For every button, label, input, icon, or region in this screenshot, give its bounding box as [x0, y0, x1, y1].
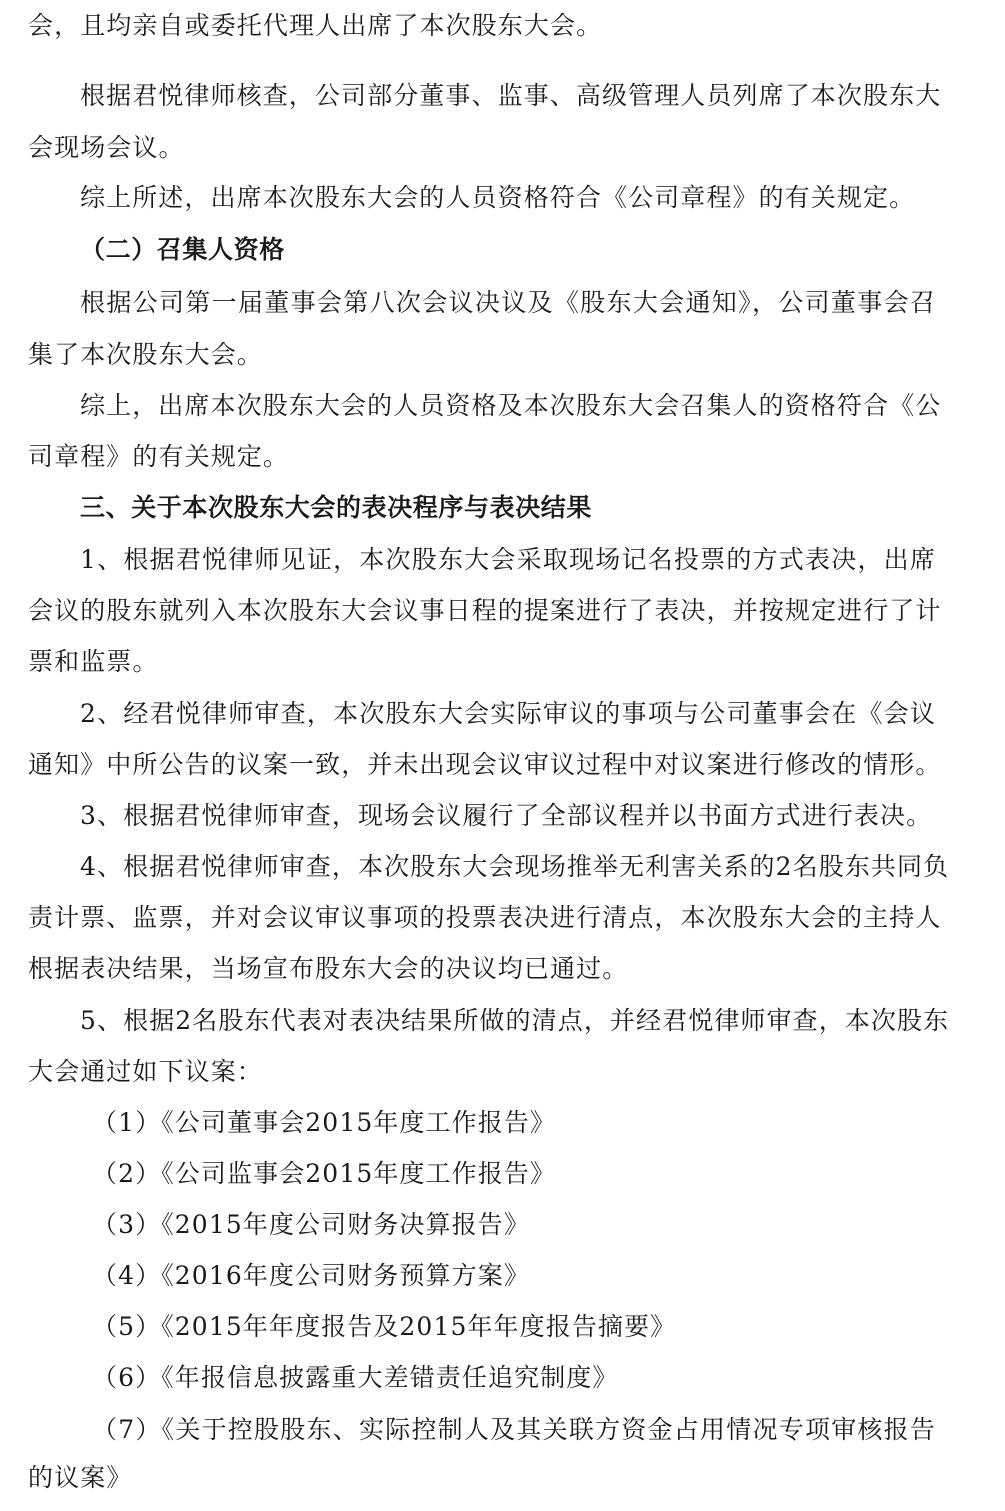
paragraph-line: 1、根据君悦律师见证，本次股东大会采取现场记名投票的方式表决，出席	[80, 545, 936, 574]
paragraph-line: 责计票、监票，并对会议审议事项的投票表决进行清点，本次股东大会的主持人	[28, 903, 942, 932]
proposal-item: （7）《关于控股股东、实际控制人及其关联方资金占用情况专项审核报告	[92, 1415, 936, 1444]
paragraph-line: 会议的股东就列入本次股东大会议事日程的提案进行了表决，并按规定进行了计	[28, 596, 942, 625]
paragraph-line: 5、根据2名股东代表对表决结果所做的清点，并经君悦律师审查，本次股东	[80, 1006, 950, 1035]
section-heading: （二）召集人资格	[80, 235, 285, 264]
proposal-item: （2）《公司监事会2015年度工作报告》	[92, 1159, 557, 1188]
section-heading: 三、关于本次股东大会的表决程序与表决结果	[80, 493, 593, 522]
proposal-item: （3）《2015年度公司财务决算报告》	[92, 1210, 530, 1239]
paragraph-line: 4、根据君悦律师审查，本次股东大会现场推举无利害关系的2名股东共同负	[80, 852, 950, 881]
paragraph-line: 根据君悦律师核查，公司部分董事、监事、高级管理人员列席了本次股东大	[80, 81, 942, 110]
paragraph-line: 票和监票。	[28, 647, 159, 676]
paragraph-line: 2、经君悦律师审查，本次股东大会实际审议的事项与公司董事会在《会议	[80, 699, 936, 728]
proposal-item: （5）《2015年年度报告及2015年年度报告摘要》	[92, 1312, 677, 1341]
proposal-item: （1）《公司董事会2015年度工作报告》	[92, 1108, 557, 1137]
paragraph-line: 根据表决结果，当场宣布股东大会的决议均已通过。	[28, 954, 629, 983]
paragraph-line: 综上所述，出席本次股东大会的人员资格符合《公司章程》的有关规定。	[80, 183, 916, 212]
paragraph-line: 集了本次股东大会。	[28, 340, 263, 369]
paragraph-line: 通知》中所公告的议案一致，并未出现会议审议过程中对议案进行修改的情形。	[28, 750, 942, 779]
paragraph-line: 会，且均亲自或委托代理人出席了本次股东大会。	[28, 11, 603, 40]
proposal-item: （6）《年报信息披露重大差错责任追究制度》	[92, 1363, 619, 1392]
paragraph-line: 综上，出席本次股东大会的人员资格及本次股东大会召集人的资格符合《公	[80, 391, 942, 420]
proposal-item: 的议案》	[28, 1463, 133, 1492]
paragraph-line: 根据公司第一届董事会第八次会议决议及《股东大会通知》，公司董事会召	[80, 288, 936, 317]
paragraph-line: 会现场会议。	[28, 133, 185, 162]
proposal-item: （4）《2016年度公司财务预算方案》	[92, 1261, 530, 1290]
paragraph-line: 3、根据君悦律师审查，现场会议履行了全部议程并以书面方式进行表决。	[80, 801, 933, 830]
paragraph-line: 司章程》的有关规定。	[28, 442, 290, 471]
paragraph-line: 大会通过如下议案：	[28, 1057, 263, 1086]
